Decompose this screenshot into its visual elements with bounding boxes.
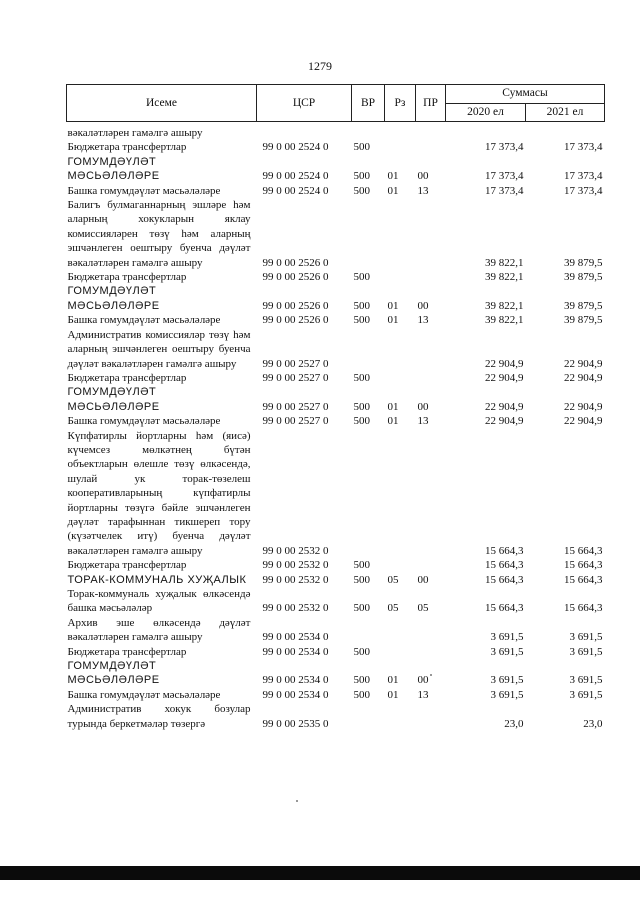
row-sum-2021: 23,0 bbox=[583, 717, 603, 730]
table-row bbox=[67, 573, 605, 587]
row-sum-2021: 17 373,4 bbox=[564, 184, 603, 197]
scan-edge-bar bbox=[0, 866, 640, 880]
row-name: Бюджетара трансфертлар bbox=[67, 141, 187, 154]
row-vr: 500 bbox=[353, 170, 370, 183]
row-sum-2020: 39 822,1 bbox=[485, 314, 524, 327]
row-sum-2020: 17 373,4 bbox=[485, 184, 524, 197]
row-csr: 99 0 00 2532 0 bbox=[262, 544, 329, 557]
row-sum-2020: 23,0 bbox=[504, 717, 524, 730]
row-sum-2020: 3 691,5 bbox=[490, 674, 524, 687]
row-vr: 500 bbox=[353, 299, 370, 312]
row-sum-2020: 39 822,1 bbox=[485, 299, 524, 312]
row-sum-2021: 39 879,5 bbox=[564, 271, 603, 284]
row-vr: 500 bbox=[353, 314, 370, 327]
row-sum-2021: 17 373,4 bbox=[564, 170, 603, 183]
row-pr: 00 bbox=[417, 674, 429, 687]
row-vr bbox=[352, 328, 385, 371]
row-pr bbox=[416, 429, 446, 559]
table-row bbox=[67, 702, 605, 731]
row-vr bbox=[352, 702, 385, 731]
row-csr: 99 0 00 2524 0 bbox=[262, 170, 329, 183]
row-sum-2021: 39 879,5 bbox=[564, 256, 603, 269]
row-rz bbox=[385, 328, 416, 371]
row-vr bbox=[352, 429, 385, 559]
row-name: ТОРАК-КОММУНАЛЬ ХУҖАЛЫК bbox=[67, 573, 247, 586]
table-row bbox=[67, 616, 605, 645]
row-rz: 01 bbox=[387, 299, 399, 312]
row-pr: 00 bbox=[417, 170, 429, 183]
row-sum-2021: 22 904,9 bbox=[564, 357, 603, 370]
header-pr: ПР bbox=[416, 85, 446, 122]
row-name: Бюджетара трансфертлар bbox=[67, 371, 187, 384]
row-sum-2021: 3 691,5 bbox=[569, 631, 603, 644]
table-row bbox=[67, 184, 605, 198]
row-pr: 00 bbox=[417, 400, 429, 413]
row-csr: 99 0 00 2527 0 bbox=[262, 400, 329, 413]
row-name: Башка гомумдәүләт мәсьәләләре bbox=[67, 415, 221, 428]
row-pr bbox=[416, 328, 446, 371]
table-body bbox=[67, 122, 605, 732]
row-rz: 01 bbox=[387, 415, 399, 428]
row-sum-2020: 22 904,9 bbox=[485, 357, 524, 370]
row-rz: 05 bbox=[387, 602, 399, 615]
row-name: Бюджетара трансфертлар bbox=[67, 271, 187, 284]
row-sum-2021: 3 691,5 bbox=[569, 688, 603, 701]
row-csr: 99 0 00 2534 0 bbox=[262, 674, 329, 687]
row-rz: 05 bbox=[387, 573, 399, 586]
row-vr bbox=[352, 616, 385, 645]
header-year-2020: 2020 ел bbox=[446, 103, 526, 122]
row-sum-2021: 3 691,5 bbox=[569, 674, 603, 687]
row-vr: 500 bbox=[353, 371, 370, 384]
row-name: ГОМУМДӘҮЛӘТ МӘСЬӘЛӘЛӘРЕ bbox=[67, 660, 160, 687]
row-rz bbox=[385, 140, 416, 154]
table-row bbox=[67, 414, 605, 428]
table-row bbox=[67, 587, 605, 616]
row-sum-2020: 15 664,3 bbox=[485, 573, 524, 586]
row-pr bbox=[416, 702, 446, 731]
row-rz bbox=[385, 371, 416, 385]
row-pr: 13 bbox=[417, 415, 429, 428]
row-pr: 05 bbox=[417, 602, 429, 615]
row-rz bbox=[385, 270, 416, 284]
row-sum-2021: 15 664,3 bbox=[564, 602, 603, 615]
row-name: Административ комиссияләр төзү һәм аларның эшчәнлеген оештыру буенча дәүләт вәкаләтләрен гамәлгә ашыру bbox=[67, 328, 251, 370]
row-vr: 500 bbox=[353, 573, 370, 586]
row-vr: 500 bbox=[353, 645, 370, 658]
table-row bbox=[67, 688, 605, 702]
row-sum-2021: 15 664,3 bbox=[564, 544, 603, 557]
row-rz: 01 bbox=[387, 170, 399, 183]
row-pr: 00 bbox=[417, 299, 429, 312]
row-pr bbox=[416, 270, 446, 284]
row-csr: 99 0 00 2526 0 bbox=[262, 256, 329, 269]
table-row bbox=[67, 371, 605, 385]
row-csr: 99 0 00 2534 0 bbox=[262, 688, 329, 701]
row-sum-2021: 15 664,3 bbox=[564, 559, 603, 572]
row-name: вәкаләтләрен гамәлгә ашыру bbox=[67, 127, 203, 139]
row-name: Торак-коммуналь хуҗалык өлкәсендә башка мәсьәләләр bbox=[67, 588, 251, 615]
table-row bbox=[67, 313, 605, 327]
row-vr: 500 bbox=[353, 602, 370, 615]
row-sum-2020: 3 691,5 bbox=[490, 645, 524, 658]
row-pr bbox=[416, 122, 446, 141]
row-csr: 99 0 00 2535 0 bbox=[262, 717, 329, 730]
row-vr bbox=[352, 198, 385, 270]
page-number: 1279 bbox=[308, 59, 332, 73]
header-vr: ВР bbox=[352, 85, 385, 122]
header-rz: Рз bbox=[385, 85, 416, 122]
row-csr: 99 0 00 2526 0 bbox=[262, 314, 329, 327]
row-sum-2021: 3 691,5 bbox=[569, 645, 603, 658]
table-row bbox=[67, 155, 605, 184]
row-csr: 99 0 00 2532 0 bbox=[262, 559, 329, 572]
row-csr: 99 0 00 2527 0 bbox=[262, 371, 329, 384]
budget-table bbox=[66, 84, 605, 731]
row-vr: 500 bbox=[353, 688, 370, 701]
row-sum-2020: 22 904,9 bbox=[485, 400, 524, 413]
row-name: Бюджетара трансфертлар bbox=[67, 645, 187, 658]
row-csr bbox=[257, 122, 352, 141]
header-csr: ЦСР bbox=[257, 85, 352, 122]
row-pr bbox=[416, 645, 446, 659]
header-year-2021: 2021 ел bbox=[526, 103, 605, 122]
table-row bbox=[67, 198, 605, 270]
row-sum-2020: 3 691,5 bbox=[490, 631, 524, 644]
table-row bbox=[67, 429, 605, 559]
table-row bbox=[67, 645, 605, 659]
row-vr: 500 bbox=[353, 674, 370, 687]
row-pr bbox=[416, 558, 446, 572]
row-name: Башка гомумдәүләт мәсьәләләре bbox=[67, 184, 221, 197]
row-sum-2020: 3 691,5 bbox=[490, 688, 524, 701]
row-name: ГОМУМДӘҮЛӘТ МӘСЬӘЛӘЛӘРЕ bbox=[67, 285, 160, 312]
row-sum-2021: 39 879,5 bbox=[564, 314, 603, 327]
row-rz: 01 bbox=[387, 674, 399, 687]
row-sum-2021: 15 664,3 bbox=[564, 573, 603, 586]
row-vr: 500 bbox=[353, 271, 370, 284]
row-csr: 99 0 00 2534 0 bbox=[262, 645, 329, 658]
row-vr: 500 bbox=[353, 559, 370, 572]
row-rz: 01 bbox=[387, 688, 399, 701]
row-vr: 500 bbox=[353, 400, 370, 413]
table-row bbox=[67, 122, 605, 141]
row-csr: 99 0 00 2527 0 bbox=[262, 415, 329, 428]
table-row bbox=[67, 284, 605, 313]
row-rz: 01 bbox=[387, 400, 399, 413]
row-sum-2021: 22 904,9 bbox=[564, 400, 603, 413]
row-csr: 99 0 00 2532 0 bbox=[262, 602, 329, 615]
row-rz bbox=[385, 558, 416, 572]
table-row bbox=[67, 328, 605, 371]
row-sum-2020: 22 904,9 bbox=[485, 371, 524, 384]
row-sum-2020: 15 664,3 bbox=[485, 602, 524, 615]
row-sum-2020: 39 822,1 bbox=[485, 271, 524, 284]
row-sum-2020 bbox=[446, 122, 526, 141]
row-name: Бюджетара трансфертлар bbox=[67, 559, 187, 572]
row-sum-2021: 22 904,9 bbox=[564, 415, 603, 428]
row-sum-2020: 39 822,1 bbox=[485, 256, 524, 269]
row-name: Күпфатирлы йортларны һәм (яисә) күчемсез мөлкәтнең бүтән объектларын өлешле төзү өлкәсендә, шулай ук торак-төзелеш кооперативларының күпфатирлы йортларны төзүгә бәйле эшчәнлеген дәүләт тарафыннан тикшереп тору (күзәтчелек итү) буенча дәүләт вәкаләтләрен гамәлгә ашыру bbox=[67, 429, 251, 557]
row-sum-2020: 17 373,4 bbox=[485, 141, 524, 154]
row-sum-2020: 17 373,4 bbox=[485, 170, 524, 183]
row-name: ГОМУМДӘҮЛӘТ МӘСЬӘЛӘЛӘРЕ bbox=[67, 386, 160, 413]
row-sum-2021: 22 904,9 bbox=[564, 371, 603, 384]
row-csr: 99 0 00 2526 0 bbox=[262, 299, 329, 312]
row-csr: 99 0 00 2524 0 bbox=[262, 141, 329, 154]
budget-table-container bbox=[66, 84, 604, 731]
row-name: Архив эше өлкәсендә дәүләт вәкаләтләрен гамәлгә ашыру bbox=[67, 616, 251, 644]
row-pr: 13 bbox=[417, 184, 429, 197]
row-vr: 500 bbox=[353, 184, 370, 197]
table-row bbox=[67, 385, 605, 414]
row-rz bbox=[385, 198, 416, 270]
row-rz bbox=[385, 429, 416, 559]
row-pr: 13 bbox=[417, 688, 429, 701]
table-row bbox=[67, 659, 605, 688]
row-rz bbox=[385, 702, 416, 731]
row-vr: 500 bbox=[353, 141, 370, 154]
table-row bbox=[67, 270, 605, 284]
table-row bbox=[67, 558, 605, 572]
scan-speck bbox=[430, 674, 432, 676]
row-name: Башка гомумдәүләт мәсьәләләре bbox=[67, 688, 221, 701]
row-sum-2021 bbox=[526, 122, 605, 141]
row-sum-2021: 39 879,5 bbox=[564, 299, 603, 312]
row-csr: 99 0 00 2526 0 bbox=[262, 271, 329, 284]
table-header bbox=[67, 85, 605, 122]
row-pr bbox=[416, 140, 446, 154]
header-sums: Суммасы bbox=[446, 85, 605, 104]
row-rz bbox=[385, 616, 416, 645]
row-rz: 01 bbox=[387, 314, 399, 327]
row-pr bbox=[416, 198, 446, 270]
row-sum-2020: 15 664,3 bbox=[485, 544, 524, 557]
row-name: Балигъ булмаганнарның эшләре һәм аларның хокукларын яклау комиссияләрен төзү һәм аларның эшчәнлеген оештыру буенча дәүләт вәкаләтләрен гамәлгә ашыру bbox=[67, 199, 251, 269]
row-name: ГОМУМДӘҮЛӘТ МӘСЬӘЛӘЛӘРЕ bbox=[67, 155, 160, 183]
row-sum-2021: 17 373,4 bbox=[564, 141, 603, 154]
row-pr: 00 bbox=[417, 573, 429, 586]
row-pr bbox=[416, 371, 446, 385]
row-name: Башка гомумдәүләт мәсьәләләре bbox=[67, 314, 221, 327]
scan-speck bbox=[296, 800, 298, 802]
row-csr: 99 0 00 2524 0 bbox=[262, 184, 329, 197]
row-pr: 13 bbox=[417, 314, 429, 327]
row-rz bbox=[385, 122, 416, 141]
row-rz: 01 bbox=[387, 184, 399, 197]
row-pr bbox=[416, 616, 446, 645]
row-name: Административ хокук бозулар турында беркетмәләр төзергә bbox=[67, 703, 251, 730]
row-csr: 99 0 00 2527 0 bbox=[262, 357, 329, 370]
row-vr: 500 bbox=[353, 415, 370, 428]
row-csr: 99 0 00 2534 0 bbox=[262, 631, 329, 644]
row-sum-2020: 22 904,9 bbox=[485, 415, 524, 428]
header-name: Исеме bbox=[67, 85, 257, 122]
row-vr bbox=[352, 122, 385, 141]
row-csr: 99 0 00 2532 0 bbox=[262, 573, 329, 586]
row-rz bbox=[385, 645, 416, 659]
row-sum-2020: 15 664,3 bbox=[485, 559, 524, 572]
table-row bbox=[67, 140, 605, 154]
